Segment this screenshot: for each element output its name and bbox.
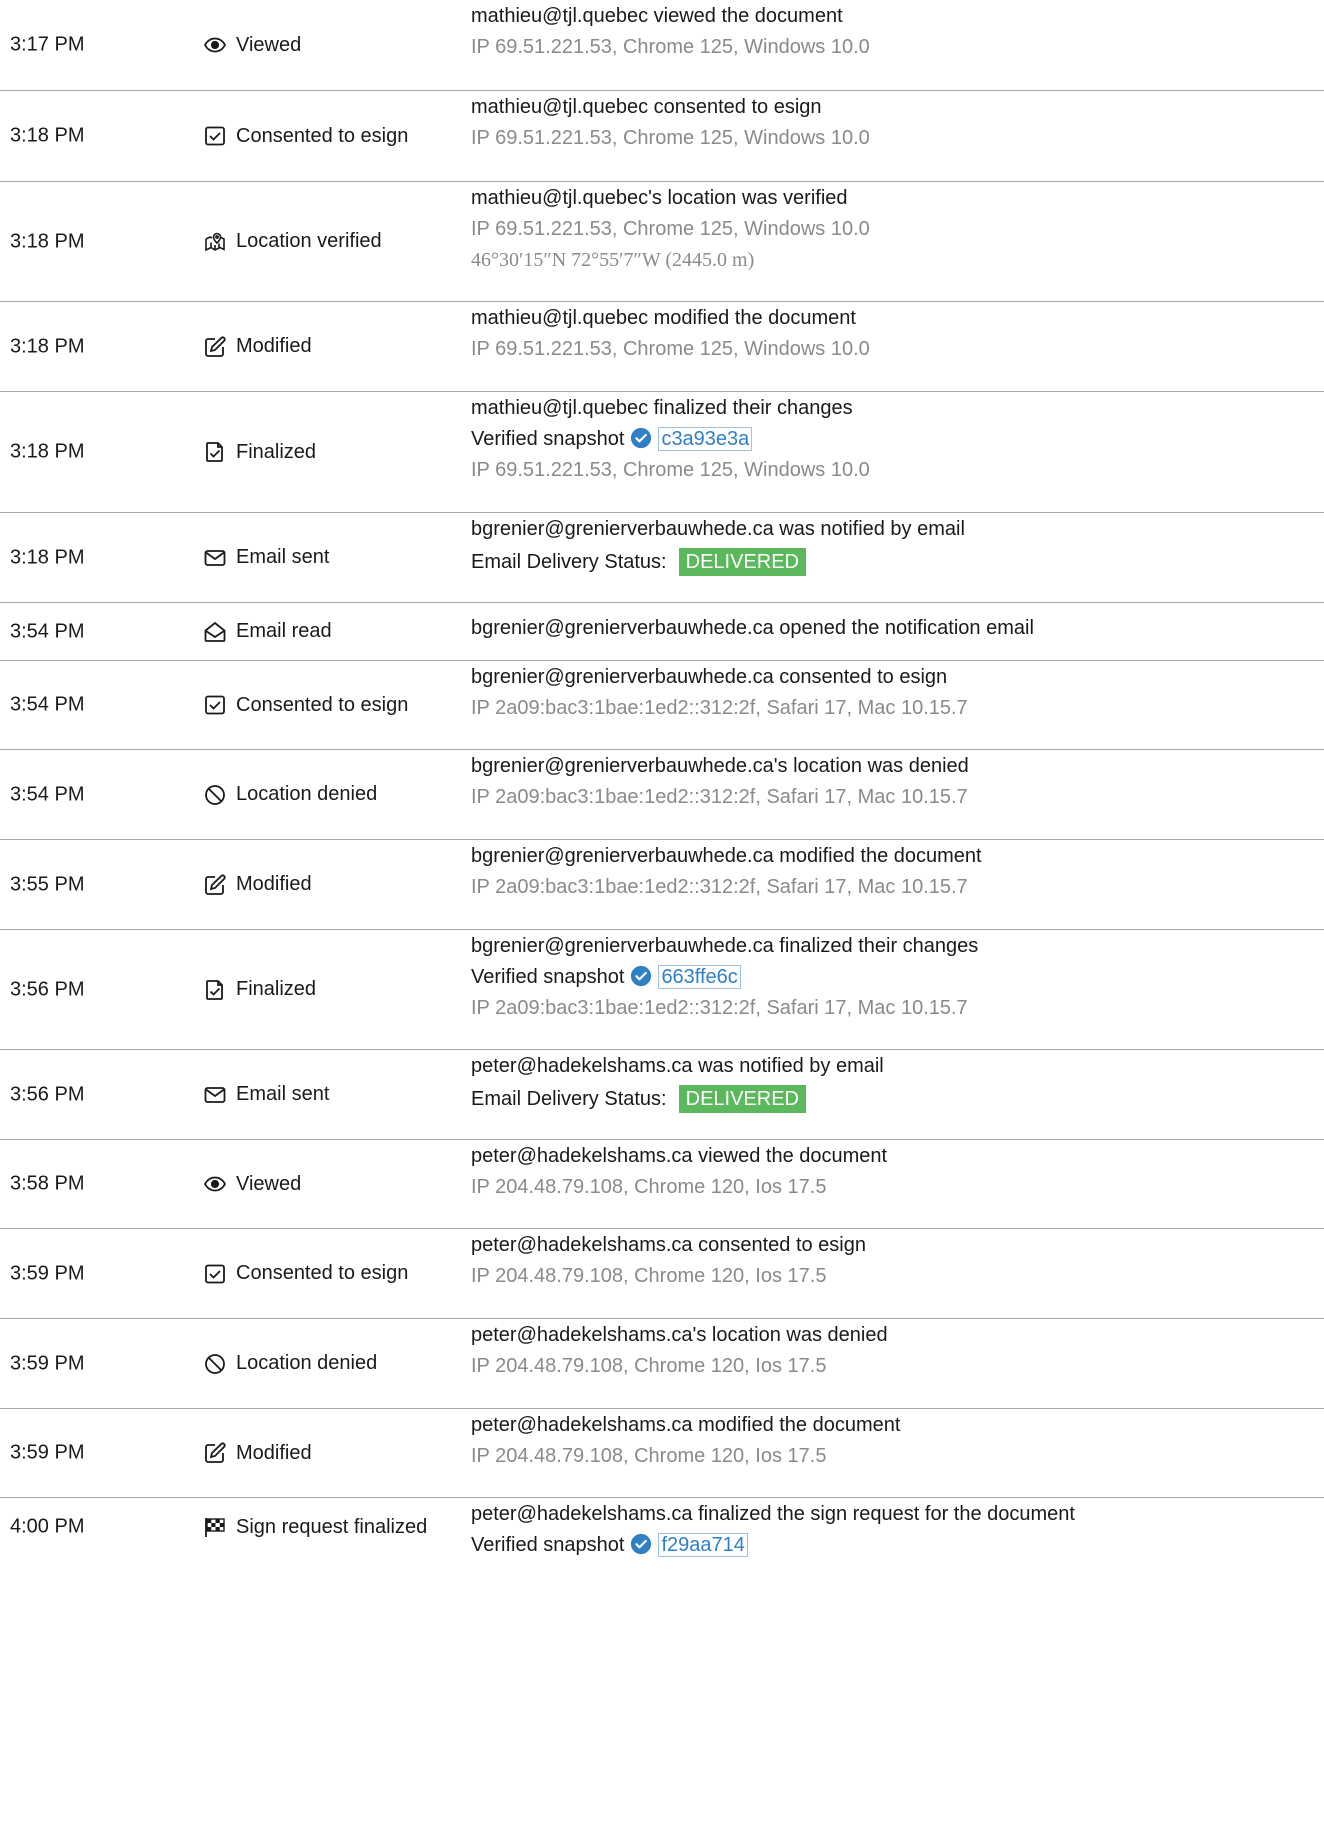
event-action bbox=[203, 1262, 408, 1286]
event-details bbox=[471, 1233, 1314, 1288]
event-action bbox=[203, 1441, 312, 1465]
event-time: 3:18 PM bbox=[10, 230, 85, 252]
event-description: bgrenier@grenierverbauwhede.ca modified the document bbox=[471, 845, 982, 867]
event-time: 3:59 PM bbox=[10, 1262, 85, 1284]
audit-row bbox=[0, 0, 1324, 91]
event-description: peter@hadekelshams.ca was notified by email bbox=[471, 1055, 884, 1077]
finalized-doc-icon bbox=[203, 440, 227, 464]
audit-row bbox=[0, 930, 1324, 1050]
snapshot-hash-link[interactable]: 663ffe6c bbox=[658, 965, 740, 989]
event-details bbox=[471, 186, 1314, 272]
event-action-label: Consented to esign bbox=[236, 124, 409, 147]
event-action-label: Modified bbox=[236, 873, 312, 895]
event-action bbox=[203, 693, 408, 717]
audit-row bbox=[0, 1409, 1324, 1498]
edit-icon bbox=[203, 1441, 227, 1465]
event-time: 3:54 PM bbox=[10, 783, 85, 805]
verified-check-icon bbox=[630, 427, 652, 449]
event-details bbox=[471, 616, 1314, 640]
event-details bbox=[471, 95, 1314, 150]
event-action bbox=[203, 1352, 377, 1376]
snapshot-hash-link[interactable]: c3a93e3a bbox=[658, 427, 752, 451]
event-action bbox=[203, 546, 329, 570]
event-action bbox=[203, 1172, 301, 1196]
event-time: 3:17 PM bbox=[10, 33, 85, 56]
client-info: IP 2a09:bac3:1bae:1ed2::312:2f, Safari 17, Mac 10.15.7 bbox=[471, 876, 968, 898]
audit-row bbox=[0, 182, 1324, 302]
finalized-doc-icon bbox=[203, 978, 227, 1002]
audit-row bbox=[0, 302, 1324, 392]
audit-row bbox=[0, 750, 1324, 840]
checkbox-icon bbox=[203, 1262, 227, 1286]
event-description: mathieu@tjl.quebec consented to esign bbox=[471, 96, 822, 118]
event-description: peter@hadekelshams.ca's location was denied bbox=[471, 1324, 888, 1346]
event-time: 4:00 PM bbox=[10, 1515, 85, 1538]
audit-row bbox=[0, 392, 1324, 513]
audit-row bbox=[0, 661, 1324, 750]
eye-icon bbox=[203, 1172, 227, 1196]
audit-row bbox=[0, 91, 1324, 182]
event-action bbox=[203, 620, 332, 644]
client-info: IP 2a09:bac3:1bae:1ed2::312:2f, Safari 17, Mac 10.15.7 bbox=[471, 997, 968, 1019]
event-details bbox=[471, 665, 1314, 720]
client-info: IP 2a09:bac3:1bae:1ed2::312:2f, Safari 17, Mac 10.15.7 bbox=[471, 697, 968, 719]
geo-coordinates: 46°30′15″N 72°55′7″W (2445.0 m) bbox=[471, 249, 755, 271]
event-time: 3:59 PM bbox=[10, 1352, 85, 1374]
event-description: bgrenier@grenierverbauwhede.ca consented to esign bbox=[471, 666, 948, 688]
client-info: IP 2a09:bac3:1bae:1ed2::312:2f, Safari 17, Mac 10.15.7 bbox=[471, 786, 968, 808]
verified-snapshot bbox=[471, 965, 1314, 989]
client-info: IP 69.51.221.53, Chrome 125, Windows 10.0 bbox=[471, 459, 870, 481]
envelope-open-icon bbox=[203, 620, 227, 644]
event-details bbox=[471, 1054, 1314, 1113]
event-action bbox=[203, 873, 312, 897]
event-details bbox=[471, 517, 1314, 576]
event-time: 3:18 PM bbox=[10, 546, 85, 568]
event-action-label: Consented to esign bbox=[236, 693, 409, 716]
audit-row bbox=[0, 1498, 1324, 1556]
email-delivery-status bbox=[471, 1085, 1314, 1113]
eye-icon bbox=[203, 33, 227, 57]
event-details bbox=[471, 934, 1314, 1020]
event-action bbox=[203, 440, 316, 464]
event-description: mathieu@tjl.quebec modified the document bbox=[471, 307, 856, 329]
checkered-flag-icon bbox=[203, 1515, 227, 1539]
event-action-label: Email sent bbox=[236, 1083, 330, 1105]
event-description: bgrenier@grenierverbauwhede.ca opened the notification email bbox=[471, 617, 1034, 639]
audit-row bbox=[0, 1050, 1324, 1140]
event-action-label: Finalized bbox=[236, 440, 317, 463]
event-action bbox=[203, 230, 382, 254]
audit-row bbox=[0, 513, 1324, 603]
audit-row bbox=[0, 603, 1324, 661]
event-action-label: Modified bbox=[236, 1441, 312, 1464]
event-description: peter@hadekelshams.ca viewed the document bbox=[471, 1145, 888, 1167]
event-action-label: Location verified bbox=[236, 230, 382, 252]
client-info: IP 204.48.79.108, Chrome 120, Ios 17.5 bbox=[471, 1355, 827, 1377]
email-delivery-status bbox=[471, 548, 1314, 576]
event-description: peter@hadekelshams.ca modified the document bbox=[471, 1414, 901, 1436]
event-details bbox=[471, 754, 1314, 809]
event-time: 3:54 PM bbox=[10, 620, 85, 642]
snapshot-label: Verified snapshot bbox=[471, 966, 625, 988]
event-description: mathieu@tjl.quebec finalized their changes bbox=[471, 397, 853, 419]
event-time: 3:56 PM bbox=[10, 978, 85, 1000]
audit-row bbox=[0, 840, 1324, 930]
event-action bbox=[203, 783, 377, 807]
snapshot-label: Verified snapshot bbox=[471, 428, 625, 450]
verified-snapshot bbox=[471, 1533, 1314, 1557]
edit-icon bbox=[203, 335, 227, 359]
event-action bbox=[203, 1515, 427, 1539]
event-description: mathieu@tjl.quebec viewed the document bbox=[471, 5, 843, 27]
event-time: 3:59 PM bbox=[10, 1441, 85, 1464]
event-details bbox=[471, 1323, 1314, 1378]
event-action-label: Finalized bbox=[236, 978, 317, 1000]
event-description: mathieu@tjl.quebec's location was verified bbox=[471, 187, 848, 209]
event-details bbox=[471, 844, 1314, 899]
event-time: 3:18 PM bbox=[10, 440, 85, 463]
envelope-icon bbox=[203, 546, 227, 570]
edit-icon bbox=[203, 873, 227, 897]
client-info: IP 69.51.221.53, Chrome 125, Windows 10.0 bbox=[471, 36, 870, 58]
event-details bbox=[471, 306, 1314, 361]
event-description: peter@hadekelshams.ca finalized the sign request for the document bbox=[471, 1503, 1075, 1525]
verified-snapshot bbox=[471, 427, 1314, 451]
prohibited-icon bbox=[203, 783, 227, 807]
event-details bbox=[471, 4, 1314, 59]
event-description: bgrenier@grenierverbauwhede.ca was notified by email bbox=[471, 518, 965, 540]
event-time: 3:18 PM bbox=[10, 124, 85, 147]
event-details bbox=[471, 1144, 1314, 1199]
client-info: IP 204.48.79.108, Chrome 120, Ios 17.5 bbox=[471, 1176, 827, 1198]
event-description: bgrenier@grenierverbauwhede.ca's location was denied bbox=[471, 755, 969, 777]
audit-row bbox=[0, 1229, 1324, 1319]
event-action-label: Location denied bbox=[236, 783, 378, 805]
event-action bbox=[203, 124, 408, 148]
event-action-label: Modified bbox=[236, 335, 312, 357]
event-action bbox=[203, 978, 316, 1002]
delivery-status-label: Email Delivery Status: bbox=[471, 551, 667, 573]
checkbox-icon bbox=[203, 693, 227, 717]
snapshot-hash-link[interactable]: f29aa714 bbox=[658, 1533, 747, 1557]
client-info: IP 69.51.221.53, Chrome 125, Windows 10.0 bbox=[471, 127, 870, 149]
delivered-badge: DELIVERED bbox=[679, 548, 806, 576]
event-action bbox=[203, 1083, 329, 1107]
checkbox-icon bbox=[203, 124, 227, 148]
client-info: IP 69.51.221.53, Chrome 125, Windows 10.0 bbox=[471, 218, 870, 240]
event-action-label: Viewed bbox=[236, 33, 302, 56]
event-details bbox=[471, 1413, 1314, 1468]
event-time: 3:18 PM bbox=[10, 335, 85, 357]
event-details bbox=[471, 1502, 1314, 1557]
client-info: IP 204.48.79.108, Chrome 120, Ios 17.5 bbox=[471, 1265, 827, 1287]
envelope-icon bbox=[203, 1083, 227, 1107]
event-action-label: Email sent bbox=[236, 546, 330, 568]
event-action bbox=[203, 335, 312, 359]
event-action-label: Location denied bbox=[236, 1352, 378, 1374]
event-action-label: Sign request finalized bbox=[236, 1515, 428, 1538]
event-details bbox=[471, 396, 1314, 482]
event-time: 3:58 PM bbox=[10, 1172, 85, 1195]
event-description: peter@hadekelshams.ca consented to esign bbox=[471, 1234, 866, 1256]
event-action-label: Viewed bbox=[236, 1172, 302, 1195]
map-pin-icon bbox=[203, 230, 227, 254]
delivered-badge: DELIVERED bbox=[679, 1085, 806, 1113]
verified-check-icon bbox=[630, 965, 652, 987]
event-description: bgrenier@grenierverbauwhede.ca finalized their changes bbox=[471, 935, 979, 957]
snapshot-label: Verified snapshot bbox=[471, 1534, 625, 1556]
event-time: 3:54 PM bbox=[10, 693, 85, 716]
prohibited-icon bbox=[203, 1352, 227, 1376]
audit-row bbox=[0, 1319, 1324, 1409]
event-action-label: Email read bbox=[236, 620, 332, 642]
verified-check-icon bbox=[630, 1533, 652, 1555]
client-info: IP 69.51.221.53, Chrome 125, Windows 10.0 bbox=[471, 338, 870, 360]
event-time: 3:55 PM bbox=[10, 873, 85, 895]
audit-row bbox=[0, 1140, 1324, 1229]
event-action bbox=[203, 33, 301, 57]
client-info: IP 204.48.79.108, Chrome 120, Ios 17.5 bbox=[471, 1445, 827, 1467]
event-time: 3:56 PM bbox=[10, 1083, 85, 1105]
event-action-label: Consented to esign bbox=[236, 1262, 409, 1284]
delivery-status-label: Email Delivery Status: bbox=[471, 1088, 667, 1110]
